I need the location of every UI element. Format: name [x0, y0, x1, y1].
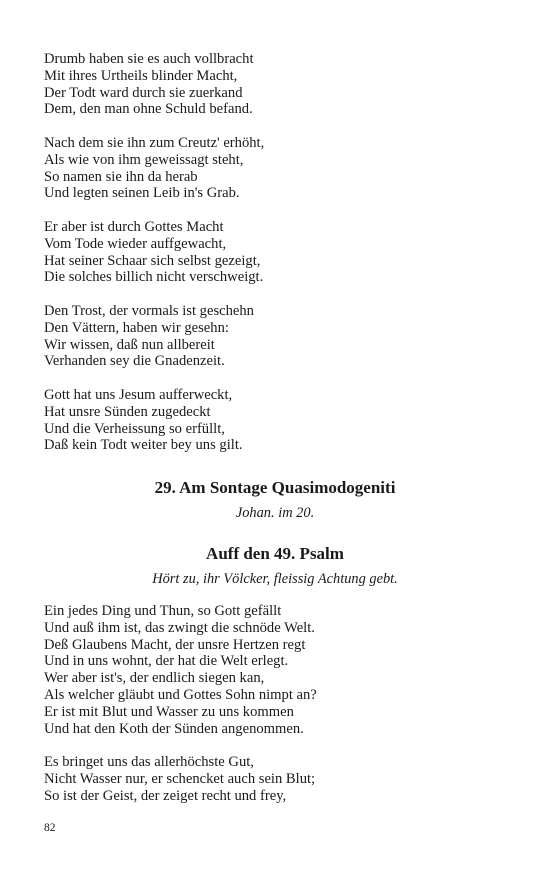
- melody-line: Hört zu, ihr Völcker, fleissig Achtung gebt.: [152, 571, 398, 587]
- psalm-title: Auff den 49. Psalm: [206, 544, 344, 563]
- stanza: [44, 754, 514, 804]
- verse-line: Und die Verheissung so erfüllt,: [44, 420, 225, 437]
- verse-line: So ist der Geist, der zeiget recht und frey,: [44, 787, 287, 804]
- verse-line: Und in uns wohnt, der hat die Welt erlegt.: [44, 653, 289, 670]
- scripture-reference: Johan. im 20.: [235, 505, 315, 521]
- verse-line: Wir wissen, daß nun allbereit: [44, 336, 215, 353]
- verse-line: Und hat den Koth der Sünden angenommen.: [44, 720, 304, 737]
- stanza: [44, 219, 514, 286]
- verse-line: Drumb haben sie es auch vollbracht: [44, 51, 254, 67]
- verse-line: Ein jedes Ding und Thun, so Gott gefällt: [44, 603, 282, 619]
- verse-line: Den Vättern, haben wir gesehn:: [44, 319, 229, 336]
- verse-line: Wer aber ist's, der endlich siegen kan,: [44, 670, 265, 687]
- verse-line: Als wie von ihm geweissagt steht,: [44, 151, 244, 168]
- verse-line: Der Todt ward durch sie zuerkand: [44, 84, 243, 101]
- verse-line: Und auß ihm ist, das zwingt die schnöde Welt.: [44, 619, 315, 636]
- verse-line: Und legten seinen Leib in's Grab.: [44, 185, 240, 202]
- verse-line: Hat unsre Sünden zugedeckt: [44, 403, 211, 420]
- verse-line: Nicht Wasser nur, er schencket auch sein Blut;: [44, 770, 316, 787]
- stanza: [44, 303, 514, 370]
- verse-line: Er ist mit Blut und Wasser zu uns kommen: [44, 703, 294, 720]
- verse-line: Es bringet uns das allerhöchste Gut,: [44, 754, 254, 770]
- stanza: [44, 51, 514, 118]
- verse-line: Die solches billich nicht verschweigt.: [44, 269, 264, 286]
- verse-line: So namen sie ihn da herab: [44, 168, 198, 185]
- stanza: [44, 387, 514, 454]
- verse-line: Als welcher gläubt und Gottes Sohn nimpt an?: [44, 686, 317, 703]
- verse-line: Deß Glaubens Macht, der unsre Hertzen regt: [44, 636, 306, 653]
- verse-line: Verhanden sey die Gnadenzeit.: [44, 353, 225, 370]
- stanza: [44, 603, 514, 737]
- verse-line: Daß kein Todt weiter bey uns gilt.: [44, 437, 243, 454]
- verse-line: Hat seiner Schaar sich selbst gezeigt,: [44, 252, 261, 269]
- verse-line: Er aber ist durch Gottes Macht: [44, 219, 224, 235]
- section-title: 29. Am Sontage Quasimodogeniti: [154, 478, 396, 497]
- verse-line: Gott hat uns Jesum aufferweckt,: [44, 387, 233, 403]
- verse-line: Den Trost, der vormals ist geschehn: [44, 303, 254, 319]
- verse-line: Dem, den man ohne Schuld befand.: [44, 101, 253, 118]
- page-number: 82: [44, 822, 56, 834]
- verse-line: Vom Tode wieder auffgewacht,: [44, 235, 227, 252]
- verse-line: Nach dem sie ihn zum Creutz' erhöht,: [44, 135, 265, 151]
- verse-line: Mit ihres Urtheils blinder Macht,: [44, 67, 238, 84]
- stanza: [44, 135, 514, 202]
